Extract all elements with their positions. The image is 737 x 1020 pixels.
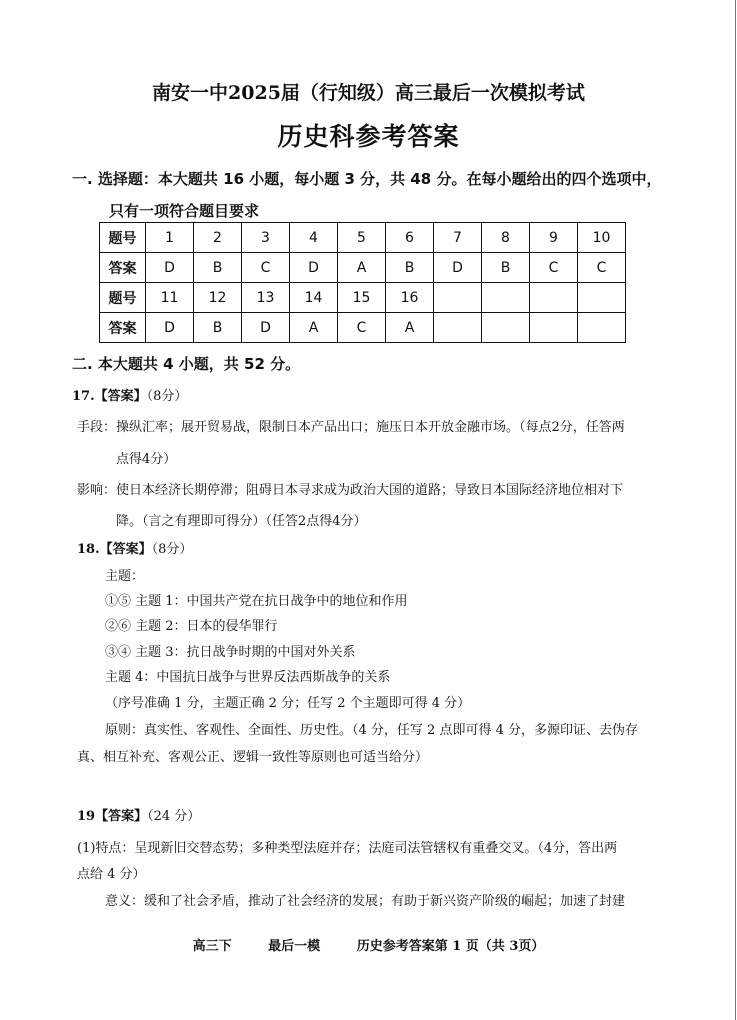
table-cell: B (194, 253, 242, 283)
table-row (100, 223, 626, 253)
q18-theme-1: ①⑤ 主题 1：中国共产党在抗日战争中的地位和作用 (105, 594, 408, 609)
q19-meaning-line1: 意义：缓和了社会矛盾，推动了社会经济的发展；有助于新兴资产阶级的崛起；加速了封建 (105, 894, 626, 909)
table-cell: 16 (386, 283, 434, 313)
table-cell: 8 (482, 223, 530, 253)
table-cell: 4 (290, 223, 338, 253)
q17-impact-line2: 降。（言之有理即可得分）（任答2点得4分） (116, 514, 367, 529)
q17-heading (72, 388, 187, 406)
footer-grade: 高三下 (192, 939, 232, 954)
table-cell: 题号 (100, 223, 146, 253)
table-cell (578, 283, 626, 313)
q19-trait-line1: (1)特点：呈现新旧交替态势；多种类型法庭并存；法庭司法管辖权有重叠交叉。（4分，答出两 (77, 841, 618, 856)
table-cell: 14 (290, 283, 338, 313)
section1-line1: 一. 选择题：本大题共 16 小题，每小题 3 分，共 48 分。在每小题给出的四个选项中， (72, 170, 662, 188)
table-cell: 9 (530, 223, 578, 253)
table-row (100, 253, 626, 283)
table-cell: B (386, 253, 434, 283)
table-cell (530, 283, 578, 313)
table-cell: A (338, 253, 386, 283)
table-cell: 1 (146, 223, 194, 253)
table-cell: 答案 (100, 313, 146, 343)
q17-means-line1: 手段：操纵汇率；展开贸易战，限制日本产品出口；施压日本开放金融市场。（每点2分，任答两 (77, 420, 625, 435)
table-cell (434, 313, 482, 343)
q18-principle-line1: 原则：真实性、客观性、全面性、历史性。（4 分，任写 2 点即可得 4 分，多源印证、去伪存 (105, 723, 638, 738)
q17-impact-line1: 影响：使日本经济长期停滞；阻碍日本寻求成为政治大国的道路；导致日本国际经济地位相对下 (77, 483, 624, 498)
table-cell: D (146, 313, 194, 343)
q19-score: （24 分） (147, 809, 201, 824)
table-cell (578, 313, 626, 343)
footer-exam: 最后一模 (268, 939, 321, 954)
q18-theme-4: 主题 4：中国抗日战争与世界反法西斯战争的关系 (105, 670, 391, 685)
q18-label: 18.【答案】 (77, 542, 152, 557)
table-cell: 3 (242, 223, 290, 253)
table-cell: D (146, 253, 194, 283)
q19-heading (77, 808, 200, 826)
q18-score: （8分） (151, 542, 193, 557)
table-cell: 15 (338, 283, 386, 313)
q17-means-line2: 点得4分） (116, 452, 177, 467)
q18-principle-line2: 真、相互补充、客观公正、逻辑一致性等原则也可适当给分） (77, 750, 429, 765)
table-cell (482, 283, 530, 313)
table-cell: C (242, 253, 290, 283)
section1-heading (72, 163, 672, 227)
table-cell (482, 313, 530, 343)
table-cell: A (290, 313, 338, 343)
table-cell: C (338, 313, 386, 343)
table-cell: D (434, 253, 482, 283)
table-cell: C (578, 253, 626, 283)
table-cell: A (386, 313, 434, 343)
q19-label: 19【答案】 (77, 809, 148, 824)
page-footer (0, 935, 737, 954)
table-cell: C (530, 253, 578, 283)
school-title: 南安一中2025届（行知级）高三最后一次模拟考试 (152, 82, 585, 104)
table-cell: B (194, 313, 242, 343)
section1-line2: 只有一项符合题目要求 (109, 202, 260, 220)
table-cell: 10 (578, 223, 626, 253)
table-cell: 2 (194, 223, 242, 253)
table-cell: 答案 (100, 253, 146, 283)
table-cell: D (242, 313, 290, 343)
q17-label: 17.【答案】 (72, 389, 147, 404)
document-title: 历史科参考答案 (277, 122, 460, 151)
table-cell: 6 (386, 223, 434, 253)
q17-score: （8分） (146, 389, 188, 404)
q18-theme-label: 主题： (105, 569, 145, 584)
q18-theme-2: ②⑥ 主题 2：日本的侵华罪行 (105, 619, 278, 634)
table-row (100, 313, 626, 343)
q18-note: （序号准确 1 分，主题正确 2 分；任写 2 个主题即可得 4 分） (105, 696, 471, 711)
answer-table (99, 222, 626, 343)
table-cell: 11 (146, 283, 194, 313)
table-row (100, 283, 626, 313)
q18-heading (77, 541, 192, 559)
table-cell: D (290, 253, 338, 283)
section2-heading: 二. 本大题共 4 小题，共 52 分。 (72, 355, 301, 373)
table-cell: 5 (338, 223, 386, 253)
q19-trait-line2: 点给 4 分） (77, 867, 146, 882)
table-cell: 12 (194, 283, 242, 313)
table-cell (434, 283, 482, 313)
table-cell: 题号 (100, 283, 146, 313)
q18-theme-3: ③④ 主题 3：抗日战争时期的中国对外关系 (105, 645, 356, 660)
table-cell: 7 (434, 223, 482, 253)
table-cell: 13 (242, 283, 290, 313)
table-cell: B (482, 253, 530, 283)
table-cell (530, 313, 578, 343)
footer-page-number: 历史参考答案第 1 页（共 3页） (356, 939, 545, 954)
